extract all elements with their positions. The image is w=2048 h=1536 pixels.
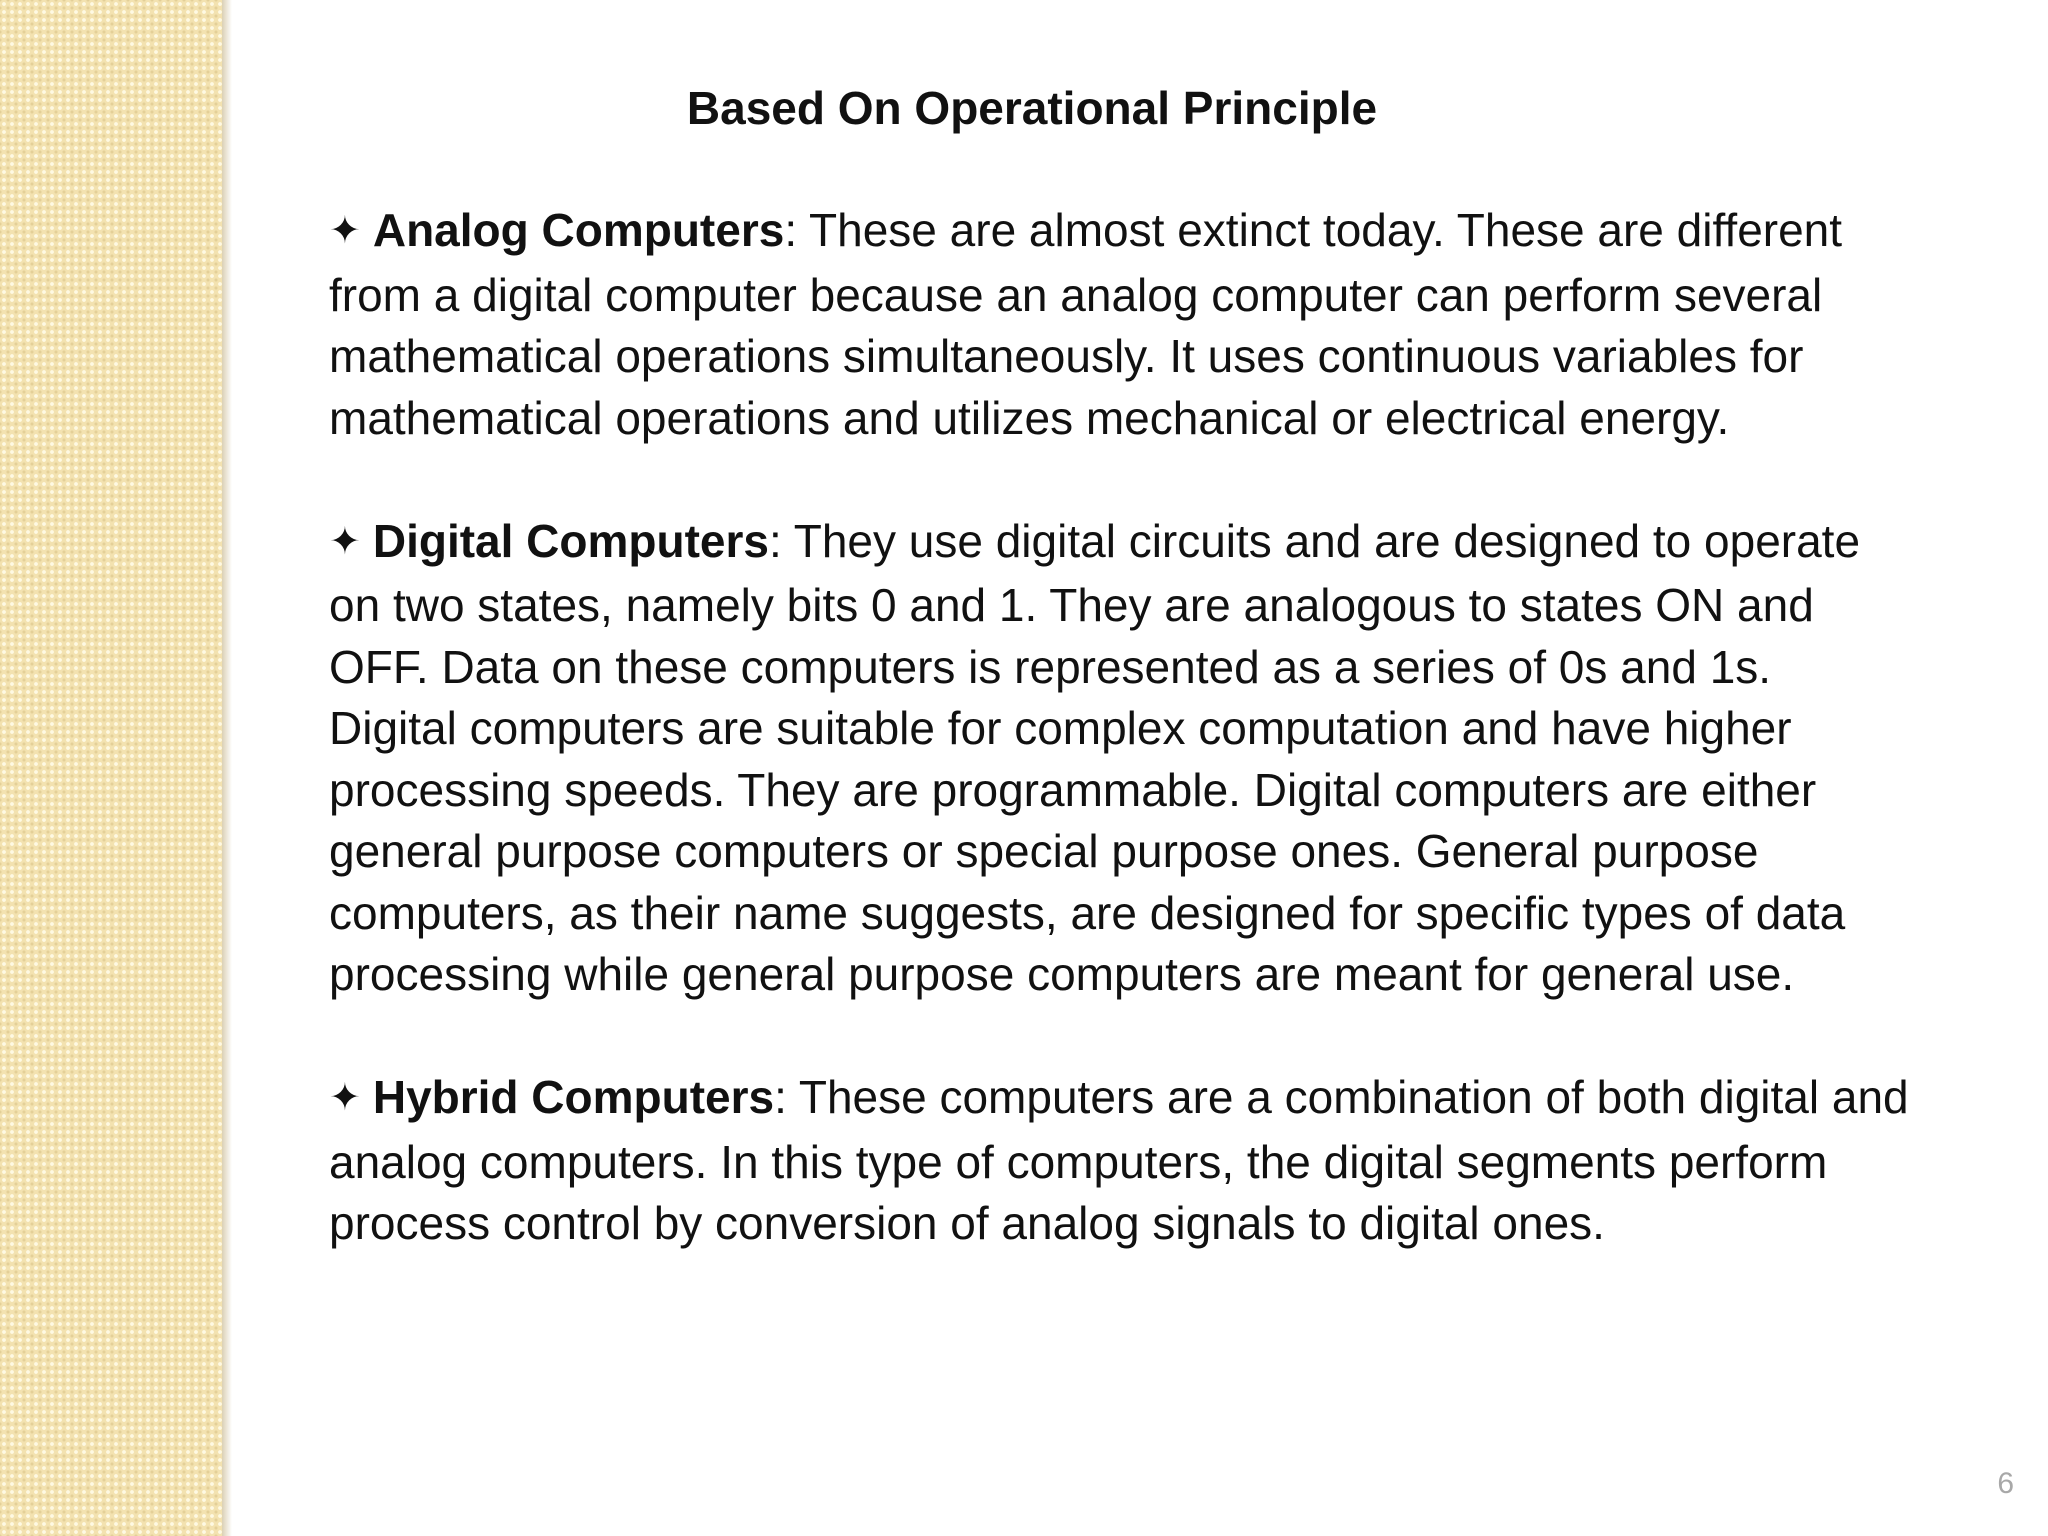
- list-item-digital: [329, 511, 1909, 1006]
- list-item-analog: [329, 200, 1909, 449]
- star-bullet-icon: ✦: [329, 1075, 361, 1119]
- page-number: 6: [1997, 1467, 2014, 1500]
- slide-content: [329, 200, 1909, 1255]
- item-separator: :: [769, 514, 782, 567]
- item-separator: :: [774, 1071, 787, 1123]
- decorative-side-band: [0, 0, 222, 1536]
- star-bullet-icon: ✦: [329, 208, 361, 252]
- item-description: These are almost extinct today. These are different from a digital computer because an analog computer can perform several mathematical operations simultaneously. It uses continuous variables for mathematical operations and utilizes mechanical or electrical energy.: [329, 204, 1843, 444]
- item-term: Hybrid Computers: [372, 1071, 775, 1123]
- list-item-hybrid: [329, 1067, 1909, 1255]
- item-separator: :: [784, 204, 798, 256]
- item-description: They use digital circuits and are designed to operate on two states, namely bits 0 and 1. They are analogous to states ON and OFF. Data on these computers is represented as a series of 0s and 1s. Digital computers are suitable for complex computation and have higher processing speeds. They are programmable. Digital computers are either general purpose computers or special purpose ones. General purpose computers, as their name suggests, are designed for specific types of data processing while general purpose computers are meant for general use.: [329, 514, 1861, 1000]
- item-term: Digital Computers: [372, 514, 769, 567]
- item-description: These computers are a combination of both digital and analog computers. In this type of computers, the digital segments perform process control by conversion of analog signals to digital ones.: [329, 1071, 1909, 1249]
- slide-title: Based On Operational Principle: [686, 82, 1378, 134]
- star-bullet-icon: ✦: [329, 518, 361, 563]
- side-band-shadow: [222, 0, 232, 1536]
- item-term: Analog Computers: [372, 204, 785, 256]
